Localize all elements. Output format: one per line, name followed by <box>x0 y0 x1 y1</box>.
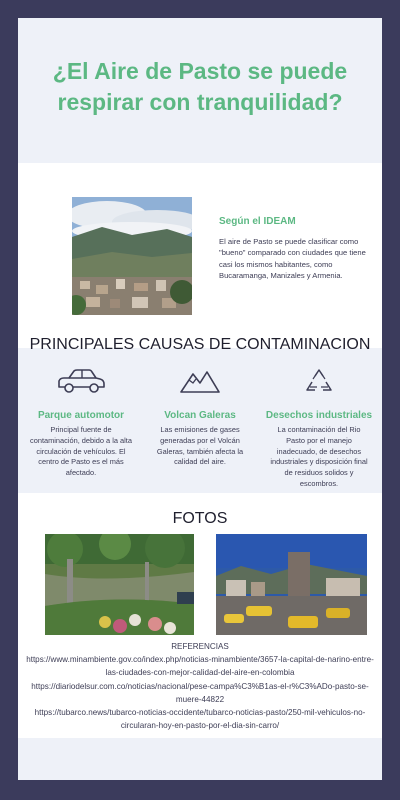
photos-heading: FOTOS <box>172 510 228 527</box>
city-traffic-photo <box>216 534 367 635</box>
page-title: ¿El Aire de Pasto se puede respirar con tranquilidad? <box>52 58 348 115</box>
cause-industrial-text: La contaminación del Rio Pasto por el manejo inadecuado, de desechos industriales y disposición final de residuos solidos y escombros. <box>270 425 368 488</box>
reference-link-2[interactable]: https://diariodelsur.com.co/noticias/nacional/pese-campa%C3%B1as-el-r%C3%ADo-pasto-se-muere-44822 <box>31 681 369 704</box>
references-label: REFERENCIAS <box>171 642 229 651</box>
footer-band <box>18 738 382 780</box>
ideam-text: El aire de Pasto se puede clasificar como "bueno" comparado con ciudades que tiene casi los mismos habitantes, como Bucaramanga, Manizales y Armenia. <box>219 237 366 281</box>
recycle-icon <box>304 367 334 395</box>
pasto-city-photo <box>72 197 192 315</box>
causes-heading: PRINCIPALES CAUSAS DE CONTAMINACION <box>29 336 371 353</box>
reference-link-1[interactable]: https://www.minambiente.gov.co/index.php/noticias-minambiente/3657-la-capital-de-narino-entre-las-ciudades-con-mejor-calidad-del-aire-en-colombia <box>26 655 374 678</box>
car-icon <box>55 367 107 395</box>
cause-industrial <box>260 366 378 490</box>
cause-volcano-title: Volcan Galeras <box>164 410 236 421</box>
infographic-card <box>18 18 382 780</box>
cause-industrial-title: Desechos industriales <box>265 410 373 421</box>
cause-car-title: Parque automotor <box>37 410 125 421</box>
cause-volcano <box>141 366 259 468</box>
cause-volcano-text: Las emisiones de gases generadas por el Volcán Galeras, también afecta la calidad del aire. <box>156 425 244 467</box>
references <box>24 640 376 732</box>
ideam-heading: Según el IDEAM <box>219 216 296 227</box>
cause-car-text: Principal fuente de contaminación, debido a la alta circulación de vehículos. El centro de Pasto es el más afectado. <box>30 425 132 478</box>
volcano-icon <box>179 368 221 394</box>
cause-car <box>22 366 140 479</box>
reference-link-3[interactable]: https://tubarco.news/tubarco-noticias-occidente/tubarco-noticias-pasto/250-mil-vehiculos-no-circularan-hoy-en-pasto-por-el-dia-sin-carro/ <box>34 708 366 731</box>
river-pollution-photo <box>45 534 194 635</box>
